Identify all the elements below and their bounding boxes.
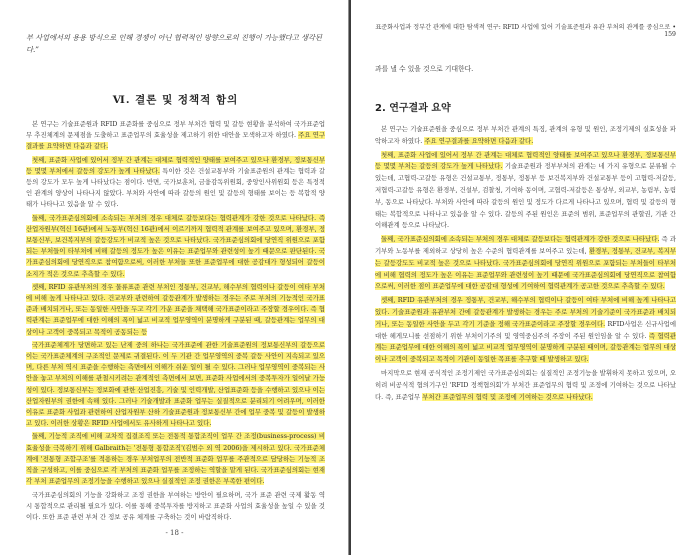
highlighted-text: 주요 연구결과를 요약하면 다음과 같다.: [424, 136, 534, 145]
right-paragraph-4: [375, 295, 676, 366]
text-span: 본 연구는 기술표준원을 중심으로 정부 부처간 관계의 특징, 관계의 유형 및 원인, 조정기제의 실효성을 파악하고자 하였다.: [375, 125, 676, 145]
right-paragraph-2: [375, 150, 676, 233]
highlighted-text: 둘째, 국가표준심의회에 소속되는 부처의 경우 대체로 갈등보다는 협력관계가 강한 것으로 나타났다.: [32, 213, 317, 222]
text-span: RFID사업은 신규사업에 대한 헤게모니를 선점하기 위한 부처이기주의 및 영역중심주의 주장이 주된 원인임을 알 수 있다.: [375, 319, 676, 340]
quote-text: 부 사업에서의 용용 방식으로 인해 경쟁이 아닌 협력적인 방향으로의 진행이 가능했다고 생각된다.”: [26, 33, 322, 54]
highlighted-text: 주요 연구결과를 요약하면 다음과 같다.: [26, 131, 325, 151]
section-title: Ⅵ. 결론 및 정책적 함의: [112, 94, 239, 106]
intro-line: 과를 낼 수 있을 것으로 기대한다.: [375, 65, 474, 73]
left-paragraph-4: [26, 282, 325, 338]
right-paragraph-1: [375, 124, 676, 148]
running-header: 표준화사업과 정부간 관계에 대한 탐색적 연구: RFID 사업에 있어 기술표준원과 유관 부처의 관계를 중심으로 • 159: [375, 24, 676, 38]
left-paragraph-6: [26, 431, 325, 487]
highlighted-text: 첫째, 표준화 사업에 있어서 정부 간 관계는 대체로 협력적인 양태를 보여주고 있으나 환경부, 정보통신부 등 몇몇 부처는 갈등의 강도가 높게 나타났다.: [375, 150, 676, 171]
highlighted-text: 첫째, 표준화 사업에 있어서 정부 간 관계는 대체로 협력적인 양태를 보여주고 있으나 환경부, 정보통신부 등 몇몇 부처에서 갈등의 강도가 높게 나타났다.: [26, 155, 325, 175]
text-span: 국가표준심의회의 기능을 강화하고 조정 권한을 부여하는 방안이 필요하며, 국가 표준 관련 국제 활동 역시 통합적으로 관리될 필요가 있다. 이를 통해 중복투자를 방지하고 표준화 사업의 효율성을 높일 수 있을 것이다. 또한 표준 관련 부처 간 정보 공유 체계를 구축하는 것이 바람직하다.: [26, 490, 325, 521]
highlighted-text: 부처간 표준업무의 협력 및 조정에 기여하는 것으로 나타났다.: [422, 392, 593, 401]
highlighted-text: 둘째, 기능적 조직에 비해 교차적 집결조직 또는 전통적 통합조직이 업무 간 조정(business-process) 비효율성을 극복하기 위해 Galbraith는 '전통형 통합조직'(김범수 외 역 2006)을 제시하고 있다. 국가표준체계에 '전통형 조합구조'를 적용하는 경우 부처업무의 전반적 표준화 업무를 주관적으로 담당하는 기능적 조직을 구성하고, 이를 중심으로 각 부처의 표준화 업무를 조정하는 역할을 맡게 된다. 국가표준심의회는 현재 각 부처 표준업무의 조정기능을 수행하고 있으나 실질적인 조정 권한은 부족한 편이다.: [26, 432, 325, 486]
text-span: 특이한 것은 건설교통부와 기술표준원의 관계는 협력과 갈등의 강도가 모두 높게 나타났다는 점이다. 반면, 국가보훈처, 금융감독위원회, 중앙인사위원회 등은 특정적인 관계의 양상이 나타나지 않았다. 부처와 사안에 따라 갈등의 원인 및 갈등의 형태를 보이는 등 복합적 양태가 나타나고 있음을 알 수 있다.: [26, 166, 325, 209]
highlighted-text: 셋째, RFID 유관부처의 경우 정통부, 건교부, 해수부의 협력이나 갈등이 여타 부처에 비해 높게 나타나고 있다. 기술표준원과 유관부처 간에 갈등관계가 발생하는 경우는 주로 부처의 기술기준이 국가표준과 배치되거나, 또는 동일한 사안을 두고 각기 기준을 정해 국가표준이라고 주장할 경우이다.: [375, 296, 676, 328]
left-paragraph-7: [26, 490, 325, 524]
highlighted-text: 둘째, 국가표준심의회에 소속되는 부처의 경우 대체로 갈등보다는 협력관계가 강한 것으로 나타났다.: [381, 235, 660, 244]
left-paragraph-1: [26, 119, 325, 153]
text-span: 즉 과기부와 노동부를 제외하고 상당히 높은 수준의 협력관계를 보여주고 있는데,: [375, 235, 676, 255]
text-span: 본 연구는 기술표준원과 RFID 표준화를 중심으로 정부 부처간 협력 및 갈등 현황을 분석하여 국가표준업무 추진체계의 문제점을 도출하고 표준업무의 효율성을 제고하기 위한 대안을 모색하고자 하였다.: [26, 120, 325, 140]
right-paragraph-3: [375, 234, 676, 293]
right-paragraph-5: [375, 368, 676, 403]
subsection-title: 2. 연구결과 요약: [375, 103, 451, 114]
right-page: [351, 0, 700, 555]
left-paragraph-2: [26, 155, 325, 211]
left-paragraph-3: [26, 213, 325, 280]
highlighted-text: 즉 산업자원부(혁신 16관)에서 노동부(혁신 16관)에서 이르기까지 협력적 관계를 보여주고 있으며, 환경부, 정보통신부, 보건복지부의 갈등강도가 비교적 높은 것으로 나타났다. 국가표준심의회에 당연직 위원으로 포함되는 부처들이 타부처에 비해 갈등의 정도가 높은 이유는 표준업무와 관련성이 높기 때문으로 판단된다. 국가표준심의회에 당연직으로 참여함으로써, 이러한 부처들 또한 표준업무에 대한 공감대가 형성되어 갈등이 소지가 적은 것으로 추측할 수 있다.: [26, 213, 325, 278]
highlighted-text: 셋째, RFID 유관부처의 경우 물류표준 관련 부처인 정통부, 건교부, 해수부의 협력이나 갈등이 여타 부처에 비해 높게 나타나고 있다. 건교부와 관련하여 갈등관계가 발생하는 경우는 주로 부처의 기능적인 국가표준과 배치되거나, 또는 동일한 사안을 두고 각기 가운 표준을 채택해 국가표준이라고 주장할 경우이다. 즉 협력관계는 표준업무에 대한 이해의 폭이 넓고 비교적 업무영역이 분명하게 구분된 때, 갈등관계는 업무의 대상이나 고객이 중복되고 목적이 공동되는 등: [26, 282, 325, 336]
page-number: - 18 -: [165, 529, 184, 537]
text-span: 기술표준원과 정부부처의 관계는 네 가지 유형으로 분류될 수 있는데, 고협력-고갈등 유형은 건설교통부, 정통부, 정통부 등 보건복지부와 건설교통부 등이 고협력-저갈등, 저협력-고갈등 유형은 환경부, 건설부, 검찰청, 기여하 동이며, 고협력-저갈등은 통상부, 외교부, 농림부, 농림부, 동으로 나타났다. 부처와 사안에 따라 갈등의 원인 및 정도가 다르게 나타나고 있으며, 협력 및 갈등의 형태는 복합적으로 나타나고 있음을 알 수 있다. 갈등의 주된 원인은 표준의 범위, 표준업무의 관할권, 기관 간 이해관계 등으로 나타났다.: [375, 162, 676, 230]
highlighted-text: 즉 협력관계는 표준업무에 대한 이해의 폭이 넓고 비교적 업무영역이 분명하게 구분된 때이며, 갈등관계는 업무의 대상이나 고객이 중복되고 목적이 기관이 동일한 목표를 추구할 때 발생하고 있다.: [375, 331, 676, 364]
highlighted-text: 환경부, 정통부, 건교부, 복지부는 갈등강도도 비교적 높은 것으로 나타났다. 국가표준심의회에 당연직 위원으로 포함되는 부처들이 타부처에 비해 협력의 정도가 높은 이유는 표준업무와 관련성이 높기 때문에 국가표준심의회에 당연직으로 참여함으로써, 이러한 점이 표준업무에 대한 공감대 형성에 기여하여 협력관계가 공고한 것으로 추측할 수 있다.: [375, 246, 676, 291]
text-span: 마지막으로 현재 공식적인 조정기제인 국가표준심의회는 실질적인 조정기능을 발휘하지 못하고 있으며, 오히려 비공식적 협의기구인 'RFID 정책협의회'가 부처간 표준업무의 협력 및 조정에 기여하는 것으로 나타났다. 즉, 표준업무: [375, 368, 676, 401]
left-page: [0, 0, 349, 555]
highlighted-text: 국가표준체계가 당면하고 있는 난제 중의 하나는 국가표준에 관한 기술표준원의 정보통신부의 갈등으로 이는 국가표준체계의 구조적인 문제로 귀결된다. 이 두 기관 간 업무영역의 중복 갈등 사안이 지속되고 있으며, 다른 부처 역시 표준을 수행하는 측면에서 이해가 쉬운 일이 될 수 있다. 그러나 업무영역이 중복되는 사안을 놓고 부처의 이해를 관철시키려는 관계적인 측면에서 보면, 표준화 사업에서의 중복투자가 일어날 가능성이 있다. 정보통신부는 정보화에 관한 산업진흥, 기술 및 인력개발, 산업표준화 등을 수행하고 있으나 이는 산업자원부의 권한에 속해 있다. 그러나 기술개발과 표준화 업무는 실질적으로 분리되기 어려우며, 이러한 이유로 표준화 사업과 관련하여 산업자원부 산하 기술표준원과 정보통신부 간에 업무 중복 및 갈등이 발생하고 있다. 이러한 상황은 RFID 사업에서도 유사하게 나타나고 있다.: [26, 340, 325, 428]
left-paragraph-5: [26, 340, 325, 430]
